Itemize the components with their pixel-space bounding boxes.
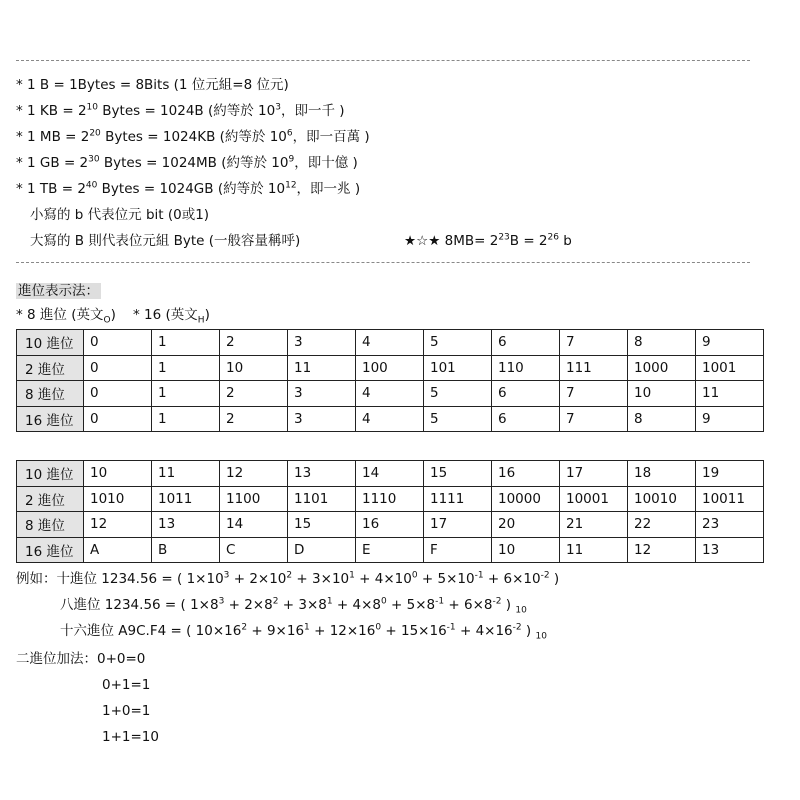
table-cell: 15: [288, 512, 356, 538]
table-cell: 22: [628, 512, 696, 538]
example-exponent: 1: [304, 622, 310, 633]
byte-definition: * 1 B = 1Bytes = 8Bits (1 位元組=8 位元): [16, 77, 289, 93]
table-cell: 1: [152, 381, 220, 407]
table-cell: 11: [696, 381, 764, 407]
table-cell: 14: [220, 512, 288, 538]
table-cell: 7: [560, 330, 628, 356]
example-term: 6×8: [464, 597, 493, 613]
table-cell: 1010: [84, 486, 152, 512]
table-cell: 13: [696, 537, 764, 563]
table-cell: 12: [628, 537, 696, 563]
table-row: [17, 406, 764, 432]
gb-power: 30: [88, 154, 100, 165]
table-cell: 1100: [220, 486, 288, 512]
tb-approx: (約等於: [217, 181, 264, 197]
table-cell: 100: [356, 355, 424, 381]
example-exponent: -1: [435, 596, 445, 607]
tb-power: 40: [85, 180, 98, 191]
table-cell: 5: [424, 330, 492, 356]
table-cell: 1110: [356, 486, 424, 512]
row-label: 16 進位: [17, 537, 84, 563]
table-cell: 9: [696, 406, 764, 432]
example-term: 4×8: [352, 597, 381, 613]
example-hex: 十六進位 A9C.F4 = ( $10\times 16^2 + 9\times 16^1 + 12\times 16^0 + 15\times 16^{-1} + 4\times 16^{-2}$ ) $_{10}$: [60, 622, 547, 642]
base-table-0-9: [16, 329, 764, 432]
kb-approx: (約等於: [207, 103, 254, 119]
example-exponent: 0: [411, 570, 418, 581]
table-row: [17, 355, 764, 381]
table-cell: 11: [288, 355, 356, 381]
example-prefix: 例如：十進位 1234.56 = (: [16, 571, 187, 587]
gb-definition: * 1 GB = $2^{30}$ Bytes = 1024MB (約等於 $10^9$，即十億 ): [16, 154, 358, 171]
table-cell: 11: [152, 461, 220, 487]
binary-add-line-0: 0+0=0: [97, 651, 146, 667]
row-label: 8 進位: [17, 512, 84, 538]
table-cell: 5: [424, 381, 492, 407]
table-cell: 10010: [628, 486, 696, 512]
star-text-2: B =: [509, 233, 535, 249]
table-cell: 1011: [152, 486, 220, 512]
table-cell: 3: [288, 330, 356, 356]
binary-add-line-2: 1+0=1: [102, 703, 151, 719]
kb-definition: * 1 KB = $2^{10}$ Bytes = 1024B (約等於 $10^3$，即一千 ): [16, 102, 345, 119]
table-cell: 10: [628, 381, 696, 407]
table-cell: 9: [696, 330, 764, 356]
table-cell: 6: [492, 330, 560, 356]
table-cell: 14: [356, 461, 424, 487]
example-exponent: 1: [326, 596, 333, 607]
row-label: 10 進位: [17, 330, 84, 356]
table-cell: 1000: [628, 355, 696, 381]
table-cell: 15: [424, 461, 492, 487]
middle-divider: [16, 262, 750, 263]
table-cell: 12: [220, 461, 288, 487]
example-term: 3×10: [312, 571, 350, 587]
row-label: 16 進位: [17, 406, 84, 432]
table-cell: 101: [424, 355, 492, 381]
kb-prefix: * 1 KB: [16, 103, 59, 119]
example-term: 2×10: [249, 571, 287, 587]
table-cell: 12: [84, 512, 152, 538]
kb-ten-power: 3: [275, 102, 281, 113]
tb-ten-power: 12: [285, 180, 297, 191]
example-base: 10: [515, 605, 527, 616]
table-cell: A: [84, 537, 152, 563]
table-cell: 6: [492, 381, 560, 407]
example-exponent: 3: [218, 596, 225, 607]
table-cell: C: [220, 537, 288, 563]
example-term: 6×10: [503, 571, 541, 587]
table-cell: 10000: [492, 486, 560, 512]
table-cell: 1: [152, 355, 220, 381]
table-cell: 8: [628, 330, 696, 356]
example-exponent: 2: [272, 596, 279, 607]
table-cell: 16: [492, 461, 560, 487]
table-cell: 4: [356, 381, 424, 407]
table-cell: 8: [628, 406, 696, 432]
example-base: 10: [535, 631, 547, 642]
tb-definition: * 1 TB = $2^{40}$ Bytes = 1024GB (約等於 $10^{12}$，即一兆 ): [16, 180, 361, 197]
gb-approx: (約等於: [221, 155, 268, 171]
table-cell: 13: [288, 461, 356, 487]
mb-power: 20: [89, 128, 101, 139]
binary-add-label: [16, 650, 145, 668]
table-cell: 16: [356, 512, 424, 538]
big-b-note: 大寫的 B 則代表位元組 Byte (一般容量稱呼): [30, 233, 301, 249]
example-term: 2×8: [244, 597, 273, 613]
table-cell: 110: [492, 355, 560, 381]
example-term: 1×8: [190, 597, 219, 613]
table-cell: 17: [424, 512, 492, 538]
top-divider: [16, 60, 750, 61]
row-label: 8 進位: [17, 381, 84, 407]
table-cell: 21: [560, 512, 628, 538]
example-suffix: ): [521, 623, 532, 639]
table-row: [17, 486, 764, 512]
table-cell: 2: [220, 330, 288, 356]
table-cell: 1101: [288, 486, 356, 512]
example-term: 1×10: [186, 571, 224, 587]
table-cell: 6: [492, 406, 560, 432]
mb-prefix: * 1 MB: [16, 129, 61, 145]
notation-heading: [16, 282, 101, 300]
example-exponent: -2: [540, 570, 550, 581]
notation-line: * 8 進位 (英文$_O$) * 16 (英文$_H$): [16, 307, 210, 326]
mb-approx: (約等於: [219, 129, 266, 145]
binary-add-heading: 二進位加法：: [16, 651, 97, 667]
table-cell: 10001: [560, 486, 628, 512]
star-text-3: b: [563, 233, 572, 249]
example-term: 5×8: [406, 597, 436, 613]
table-cell: 1001: [696, 355, 764, 381]
example-prefix: 八進位 1234.56 = (: [60, 597, 191, 613]
example-exponent: 3: [223, 570, 230, 581]
example-exponent: -1: [446, 622, 456, 633]
table-cell: 0: [84, 406, 152, 432]
table-cell: D: [288, 537, 356, 563]
example-exponent: 1: [349, 570, 355, 581]
tb-prefix: * 1 TB: [16, 181, 58, 197]
example-term: 15×16: [401, 623, 447, 639]
table-cell: 0: [84, 355, 152, 381]
star-power-2: 26: [547, 232, 559, 243]
gb-ten-power: 9: [288, 154, 295, 165]
table-cell: 10: [84, 461, 152, 487]
table-cell: 111: [560, 355, 628, 381]
table-cell: 3: [288, 406, 356, 432]
example-term: 10×16: [195, 623, 242, 639]
star-text-1: 8MB=: [444, 233, 486, 249]
table-cell: 1111: [424, 486, 492, 512]
mb-definition: * 1 MB = $2^{20}$ Bytes = 1024KB (約等於 $10^6$，即一百萬 ): [16, 128, 370, 145]
kb-power: 10: [86, 102, 98, 113]
table-cell: 0: [84, 381, 152, 407]
example-term: 3×8: [298, 597, 327, 613]
table-row: [17, 461, 764, 487]
row-label: 10 進位: [17, 461, 84, 487]
binary-add-line-1: 0+1=1: [102, 677, 151, 693]
hex-note: * 16 (英文: [133, 307, 198, 323]
table-cell: 2: [220, 381, 288, 407]
row-label: 2 進位: [17, 486, 84, 512]
example-exponent: -1: [474, 570, 484, 581]
star-power-1: 23: [498, 232, 510, 243]
table-row: [17, 330, 764, 356]
example-exponent: 0: [375, 622, 382, 633]
octal-note: * 8 進位 (英文: [16, 307, 104, 323]
table-cell: 13: [152, 512, 220, 538]
table-cell: 1: [152, 330, 220, 356]
tb-bytes: Bytes = 1024GB: [101, 181, 214, 197]
table-cell: 7: [560, 381, 628, 407]
example-decimal: 例如：十進位 1234.56 = ( $1\times 10^3 + 2\times 10^2 + 3\times 10^1 + 4\times 10^0 + 5\times 10^{-1} + 6\times 10^{-2}$ ): [16, 570, 560, 587]
example-octal: 八進位 1234.56 = ( $1\times 8^3 + 2\times 8^2 + 3\times 8^1 + 4\times 8^0 + 5\times 8^{-1} + 6\times 8^{-2}$ ) $_{10}$: [60, 596, 527, 616]
gb-text: ，即十億 ): [294, 155, 358, 171]
table-cell: 10: [492, 537, 560, 563]
table-row: [17, 537, 764, 563]
example-term: 9×16: [266, 623, 305, 639]
table-cell: 0: [84, 330, 152, 356]
hex-subscript: H: [197, 315, 205, 326]
table-cell: 4: [356, 330, 424, 356]
example-prefix: 十六進位 A9C.F4 = (: [60, 623, 196, 639]
table-cell: 20: [492, 512, 560, 538]
table-row: [17, 381, 764, 407]
mb-ten-power: 6: [286, 128, 293, 139]
example-exponent: 2: [241, 622, 248, 633]
table-cell: 18: [628, 461, 696, 487]
example-term: 5×10: [437, 571, 475, 587]
example-exponent: 0: [381, 596, 387, 607]
mb-text: ，即一百萬 ): [292, 129, 370, 145]
table-cell: 7: [560, 406, 628, 432]
table-cell: 17: [560, 461, 628, 487]
example-suffix: ): [501, 597, 512, 613]
example-exponent: -2: [512, 622, 522, 633]
example-suffix: ): [549, 571, 560, 587]
kb-text: ，即一千 ): [280, 103, 345, 119]
table-cell: F: [424, 537, 492, 563]
example-term: 4×10: [374, 571, 412, 587]
table-row: [17, 512, 764, 538]
table-cell: 10: [220, 355, 288, 381]
table-cell: 11: [560, 537, 628, 563]
table-cell: B: [152, 537, 220, 563]
mb-bytes: Bytes = 1024KB: [105, 129, 216, 145]
table-cell: 2: [220, 406, 288, 432]
table-cell: 19: [696, 461, 764, 487]
gb-bytes: Bytes = 1024MB: [103, 155, 217, 171]
table-cell: 23: [696, 512, 764, 538]
example-term: 12×16: [329, 623, 376, 639]
example-exponent: 2: [286, 570, 293, 581]
example-term: 4×16: [475, 623, 513, 639]
table-cell: E: [356, 537, 424, 563]
kb-bytes: Bytes = 1024B: [102, 103, 204, 119]
table-cell: 4: [356, 406, 424, 432]
table-cell: 3: [288, 381, 356, 407]
octal-subscript: O: [103, 315, 111, 326]
tb-text: ，即一兆 ): [296, 181, 361, 197]
small-b-note: 小寫的 b 代表位元 bit (0或1): [30, 207, 210, 223]
table-cell: 5: [424, 406, 492, 432]
binary-add-line-3: 1+1=10: [102, 729, 159, 745]
star-icon: ★☆★: [404, 233, 441, 249]
table-cell: 1: [152, 406, 220, 432]
row-label: 2 進位: [17, 355, 84, 381]
gb-prefix: * 1 GB: [16, 155, 60, 171]
example-exponent: -2: [492, 596, 502, 607]
table-cell: 10011: [696, 486, 764, 512]
notation-heading-text: 進位表示法：: [18, 283, 99, 299]
star-note: ★☆★ $8MB= 2^{23}B = 2^{26}$ b: [404, 232, 572, 249]
base-table-10-19: [16, 460, 764, 563]
